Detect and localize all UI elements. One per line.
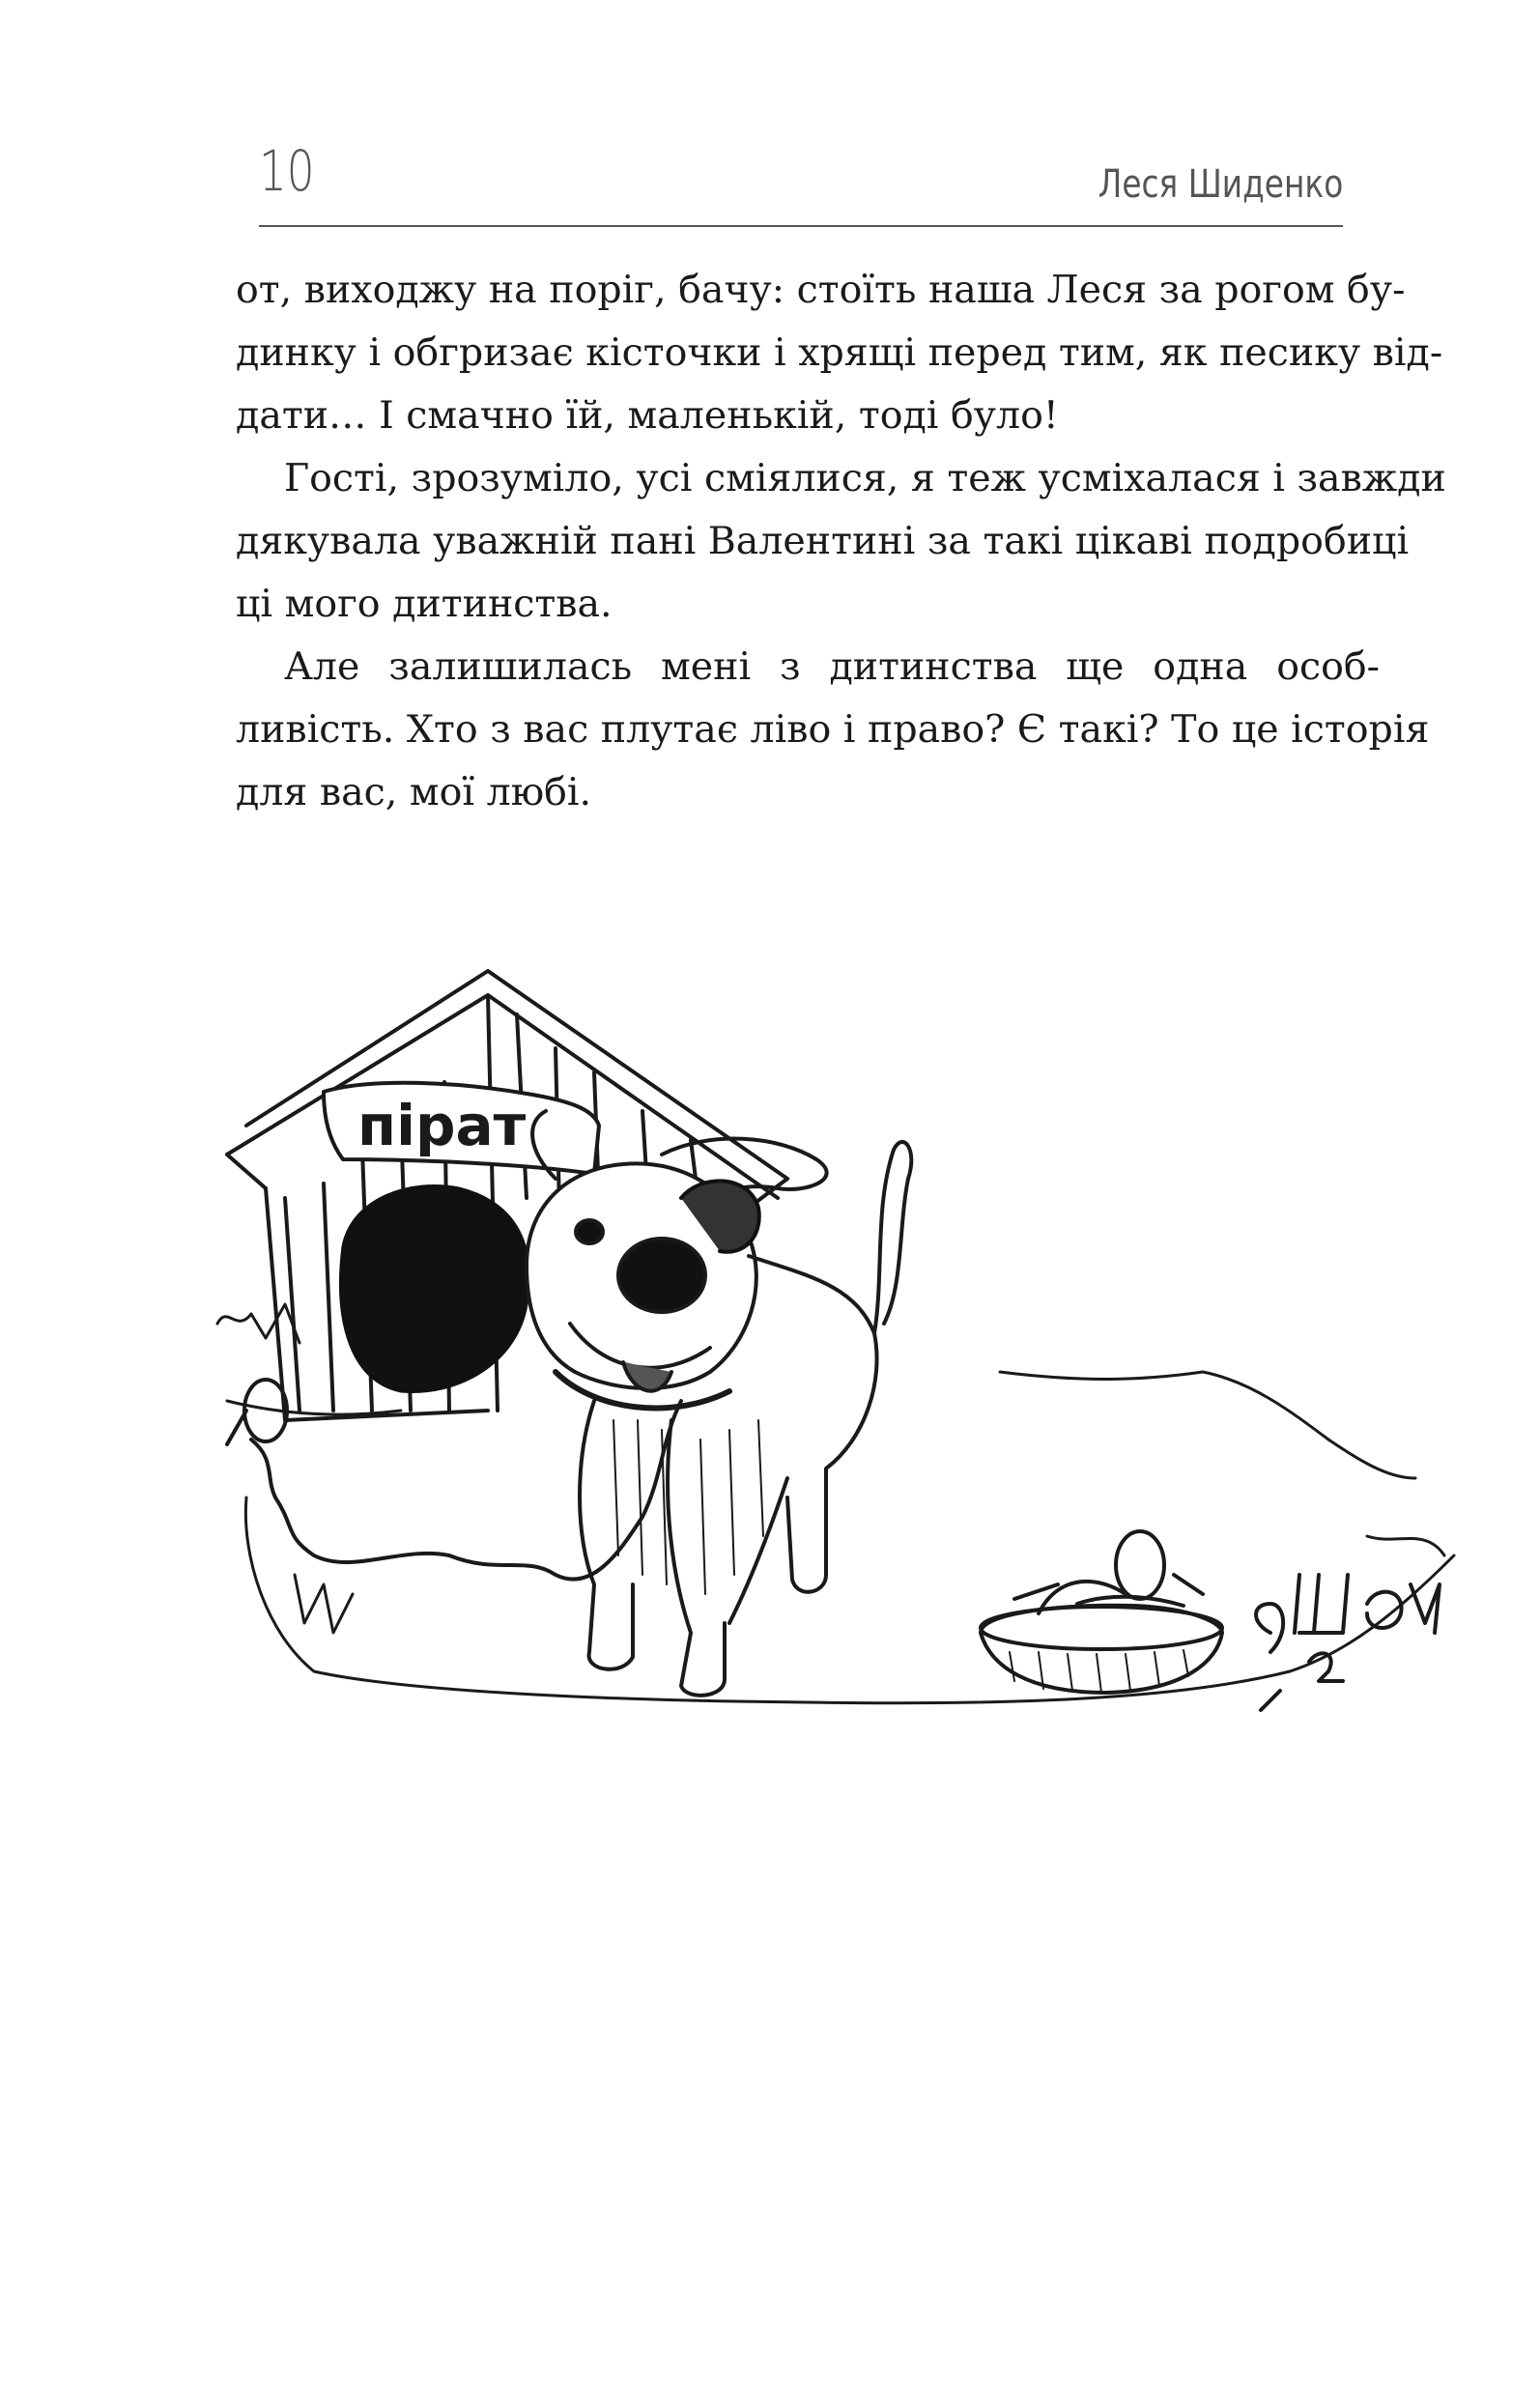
text-line: ливість. Хто з вас плутає ліво і право? Є такі? То це історія — [236, 707, 1430, 752]
kennel-doorway — [341, 1186, 529, 1392]
running-head-author: Леся Шиденко — [1098, 162, 1343, 207]
text-line: Гості, зрозуміло, усі сміялися, я теж усміхалася і завжди — [284, 456, 1446, 500]
text-line: динку і обгризає кісточки і хрящі перед тим, як песику від- — [236, 330, 1443, 375]
text-line: для вас, мої любі. — [236, 770, 592, 814]
header-divider — [259, 225, 1343, 227]
paragraph — [236, 636, 1430, 824]
text-line: от, виходжу на поріг, бачу: стоїть наша Леся за рогом бу- — [236, 268, 1406, 312]
page-number: 10 — [259, 138, 315, 204]
food-bowl — [981, 1531, 1222, 1693]
signature-label — [1483, 956, 1484, 957]
text-line: ці мого дитинства. — [236, 582, 613, 626]
text-line: дати… І смачно їй, маленькій, тоді було! — [236, 393, 1059, 438]
dog — [527, 1111, 911, 1696]
text-line: Але залишилась мені з дитинства ще одна особ- — [284, 644, 1380, 689]
paragraph — [236, 447, 1446, 636]
kennel-sign-text: пірат — [357, 1093, 527, 1158]
chain — [227, 1380, 681, 1580]
paragraph — [236, 259, 1443, 447]
dog-kennel-illustration — [208, 956, 1483, 1913]
text-line: дякувала уважній пані Валентині за такі цікаві подробиці — [236, 519, 1410, 563]
body-text — [236, 259, 1446, 824]
